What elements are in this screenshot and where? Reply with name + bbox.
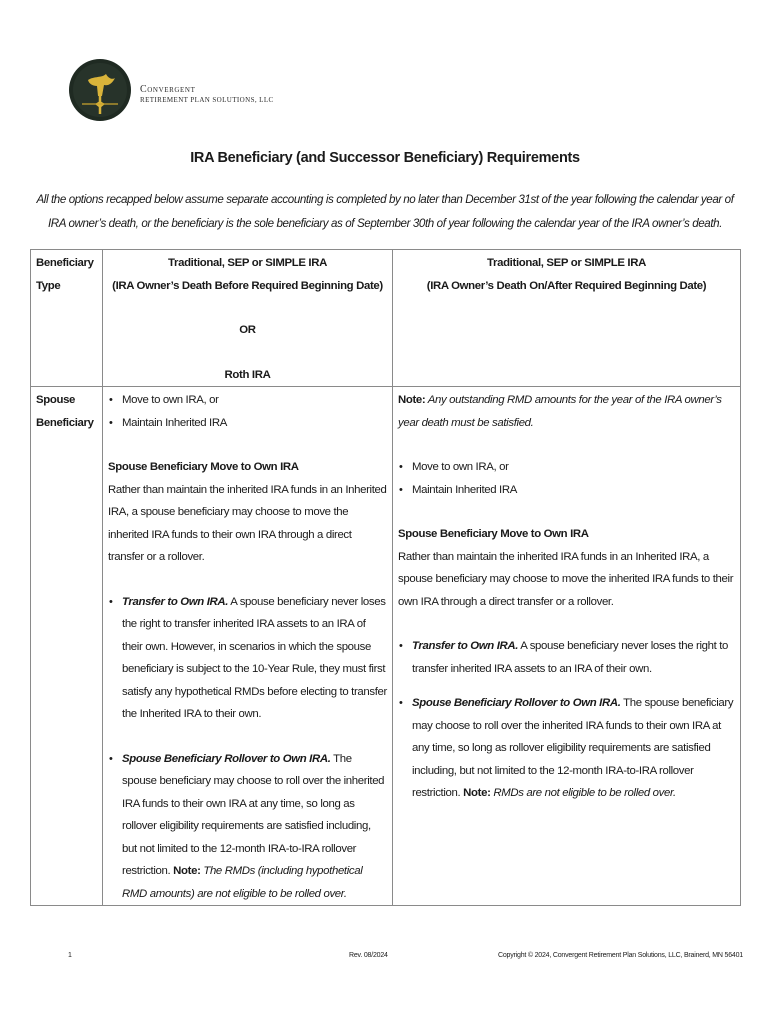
header-col3-line2: (IRA Owner’s Death On/After Required Beginning Date) bbox=[426, 279, 707, 292]
right-move-text: Rather than maintain the inherited IRA funds in an Inherited IRA, a spouse beneficiary may choose to move the inherited IRA funds to their own IRA through a direct transfer or a rollover. bbox=[398, 550, 734, 608]
left-transfer-text: A spouse beneficiary never loses the right to transfer inherited IRA assets to an IRA of their own. However, in scenarios in which the spouse beneficiary is subject to the 10-Year Rule, they must first satisfy any hypothetical RMDs before electing to transfer the Inherited IRA to their own. bbox=[122, 595, 387, 720]
company-name bbox=[140, 84, 274, 106]
header-beneficiary-type bbox=[31, 250, 103, 387]
company-logo-icon bbox=[68, 58, 132, 122]
left-rollover-text: The spouse beneficiary may choose to roll over the inherited IRA funds to their own IRA at any time, so long as rollover eligibility requirements are satisfied including, but not limited to the 12-month IRA-to-IRA rollover restriction. bbox=[122, 752, 385, 877]
left-transfer-list bbox=[108, 591, 387, 726]
left-rollover-note-text: The RMDs (including hypothetical RMD amounts) are not eligible to be rolled over. bbox=[122, 865, 363, 900]
row1-after-rbd-cell bbox=[393, 387, 741, 906]
right-note bbox=[398, 389, 735, 434]
copyright-notice: Copyright © 2024, Convergent Retirement Plan Solutions, LLC, Brainerd, MN 56401 bbox=[498, 952, 743, 959]
row1-type-line2: Beneficiary bbox=[36, 416, 94, 429]
list-item: • Move to own IRA, or bbox=[412, 456, 735, 479]
header-after-rbd bbox=[393, 250, 741, 387]
right-rollover-lead: Spouse Beneficiary Rollover to Own IRA. bbox=[412, 697, 621, 709]
left-rollover-lead: Spouse Beneficiary Rollover to Own IRA. bbox=[122, 752, 331, 765]
left-move-heading: Spouse Beneficiary Move to Own IRA bbox=[108, 461, 299, 473]
row1-type-line1: Spouse bbox=[36, 394, 76, 406]
left-options-list bbox=[108, 389, 387, 434]
list-item bbox=[122, 748, 387, 906]
header-col1-line1: Beneficiary bbox=[36, 257, 94, 269]
left-transfer-lead: Transfer to Own IRA. bbox=[122, 595, 229, 608]
right-rollover-list bbox=[398, 692, 735, 805]
right-note-label: Note: bbox=[398, 394, 426, 406]
left-rollover-note-label: Note: bbox=[173, 865, 201, 877]
list-item: • Move to own IRA, or bbox=[122, 389, 387, 412]
row1-before-rbd-cell bbox=[103, 387, 393, 906]
right-rollover-text: The spouse beneficiary may choose to roll over the inherited IRA funds to their own IRA at any time, so long as rollover eligibility requirements are satisfied including, but not limited to the 12-month IRA-to-IRA rollover restriction. bbox=[412, 697, 734, 799]
header-col2-line1: Traditional, SEP or SIMPLE IRA bbox=[168, 257, 327, 269]
list-item bbox=[412, 635, 735, 680]
header-col2-line2: (IRA Owner’s Death Before Required Beginning Date) bbox=[112, 279, 383, 292]
table-row bbox=[31, 387, 741, 906]
intro-paragraph: All the options recapped below assume separate accounting is completed by no later than December 31st of the year following the calendar year of IRA owner’s death, or the beneficiary is the sole beneficiary as of September 30th of year following the calendar year of the IRA owner’s death. bbox=[36, 193, 734, 230]
company-name-line1: Convergent bbox=[140, 84, 196, 95]
list-item bbox=[412, 692, 735, 805]
list-item: • Maintain Inherited IRA bbox=[412, 479, 735, 502]
right-transfer-text: A spouse beneficiary never loses the right to transfer inherited IRA assets to an IRA of their own. bbox=[412, 640, 729, 675]
right-transfer-list bbox=[398, 635, 735, 680]
list-item bbox=[122, 591, 387, 726]
header-col2-or: OR bbox=[239, 324, 256, 336]
list-item: • Maintain Inherited IRA bbox=[122, 412, 387, 435]
header-col2-roth: Roth IRA bbox=[224, 368, 271, 381]
left-move-text: Rather than maintain the inherited IRA funds in an Inherited IRA, a spouse beneficiary may choose to move the inherited IRA funds to their own IRA through a direct transfer or a rollover. bbox=[108, 483, 387, 563]
company-name-line2: RETIREMENT PLAN SOLUTIONS, LLC bbox=[140, 96, 274, 104]
requirements-table bbox=[30, 249, 741, 906]
document-title: IRA Beneficiary (and Successor Beneficiary) Requirements bbox=[190, 150, 580, 166]
left-rollover-list bbox=[108, 748, 387, 906]
header-col3-line1: Traditional, SEP or SIMPLE IRA bbox=[487, 257, 646, 269]
right-rollover-note-text: RMDs are not eligible to be rolled over. bbox=[490, 787, 676, 799]
right-note-text: Any outstanding RMD amounts for the year of the IRA owner’s year death must be satisfied. bbox=[398, 394, 722, 429]
table-header-row bbox=[31, 250, 741, 387]
right-options-list bbox=[398, 456, 735, 501]
page-number: 1 bbox=[68, 952, 72, 959]
revision-label: Rev. 08/2024 bbox=[349, 952, 388, 959]
header-col1-line2: Type bbox=[36, 279, 61, 292]
right-move-heading: Spouse Beneficiary Move to Own IRA bbox=[398, 528, 589, 540]
header-before-rbd bbox=[103, 250, 393, 387]
right-transfer-lead: Transfer to Own IRA. bbox=[412, 640, 519, 652]
right-rollover-note-label: Note: bbox=[463, 787, 491, 799]
row-spouse-beneficiary-type bbox=[31, 387, 103, 906]
